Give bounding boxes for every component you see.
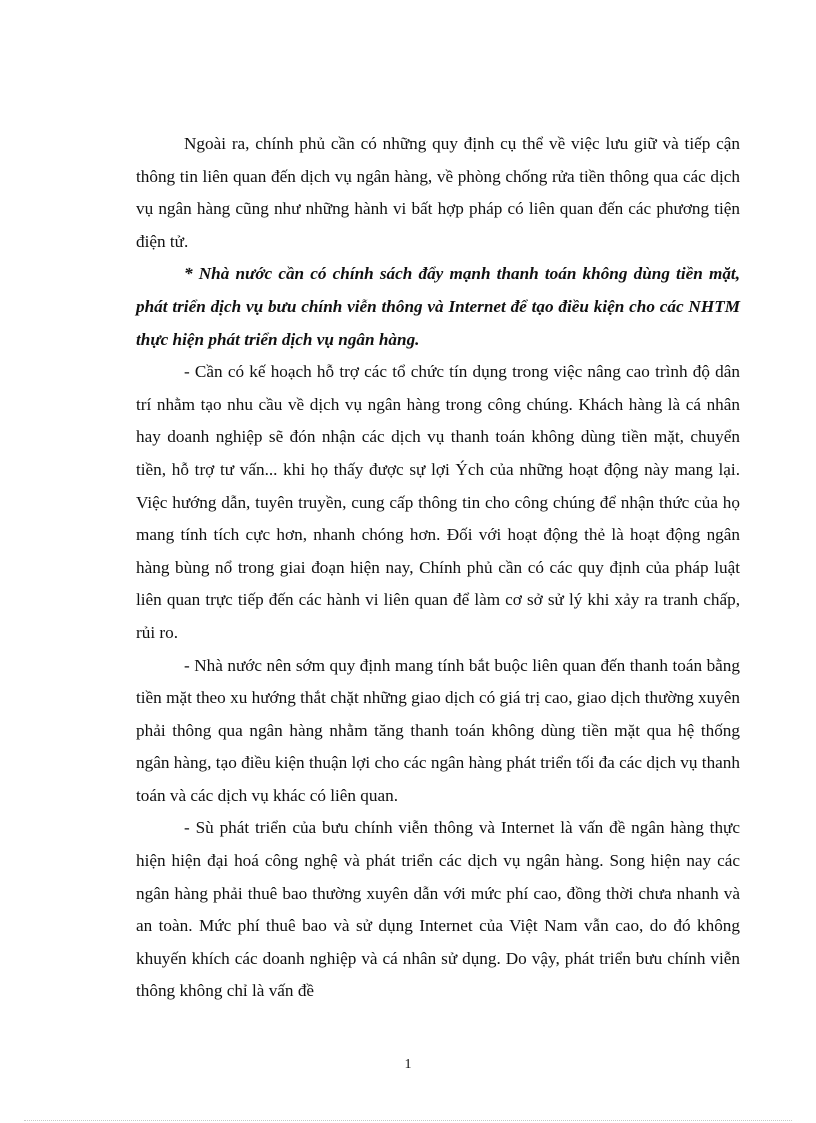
page-number: 1 [404,1057,412,1072]
paragraph-regulations-intro: Ngoài ra, chính phủ cần có những quy định cụ thể về việc lưu giữ và tiếp cận thông tin liên quan đến dịch vụ ngân hàng, về phòng chống rửa tiền thông qua các dịch vụ ngân hàng cũng như những hành vi bất hợp pháp có liên quan đến các phương tiện điện tử. [136,134,740,251]
paragraph-telecom-internet-development: - Sù phát triển của bưu chính viễn thông và Internet là vấn đề ngân hàng thực hiện hiện đại hoá công nghệ và phát triển các dịch vụ ngân hàng. Song hiện nay các ngân hàng phải thuê bao thường xuyên dẫn với mức phí cao, đồng thời chưa nhanh và an toàn. Mức phí thuê bao và sử dụng Internet của Việt Nam vẫn cao, do đó không khuyến khích các doanh nghiệp và cá nhân sử dụng. Do vậy, phát triển bưu chính viễn thông không chỉ là vấn đề [136,818,740,1001]
paragraph-cash-payment-regulation: - Nhà nước nên sớm quy định mang tính bắt buộc liên quan đến thanh toán bằng tiền mặt theo xu hướng thắt chặt những giao dịch có giá trị cao, giao dịch thường xuyên phải thông qua ngân hàng nhằm tăng thanh toán không dùng tiền mặt qua hệ thống ngân hàng, tạo điều kiện thuận lợi cho các ngân hàng phát triển tối đa các dịch vụ thanh toán và các dịch vụ khác có liên quan. [136,655,740,805]
paragraph-heading-cashless-policy: * Nhà nước cần có chính sách đẩy mạnh thanh toán không dùng tiền mặt, phát triển dịch vụ bưu chính viễn thông và Internet để tạo điều kiện cho các NHTM thực hiện phát triển dịch vụ ngân hàng. [136,264,740,349]
paragraph-support-credit-institutions: - Cần có kế hoạch hỗ trợ các tổ chức tín dụng trong việc nâng cao trình độ dân trí nhằm tạo nhu cầu về dịch vụ ngân hàng trong công chúng. Khách hàng là cá nhân hay doanh nghiệp sẽ đón nhận các dịch vụ thanh toán không dùng tiền mặt, chuyển tiền, hỗ trợ tư vấn... khi họ thấy được sự lợi Ých của những hoạt động này mang lại. Việc hướng dẫn, tuyên truyền, cung cấp thông tin cho công chúng để nhận thức của họ mang tính tích cực hơn, nhanh chóng hơn. Đối với hoạt động thẻ là hoạt động ngân hàng bùng nổ trong giai đoạn hiện nay, Chính phủ cần có các quy định của pháp luật liên quan trực tiếp đến các hành vi liên quan để làm cơ sở sử lý khi xảy ra tranh chấp, rủi ro. [136,362,740,642]
document-body [136,128,740,1008]
page-divider [24,1120,792,1121]
